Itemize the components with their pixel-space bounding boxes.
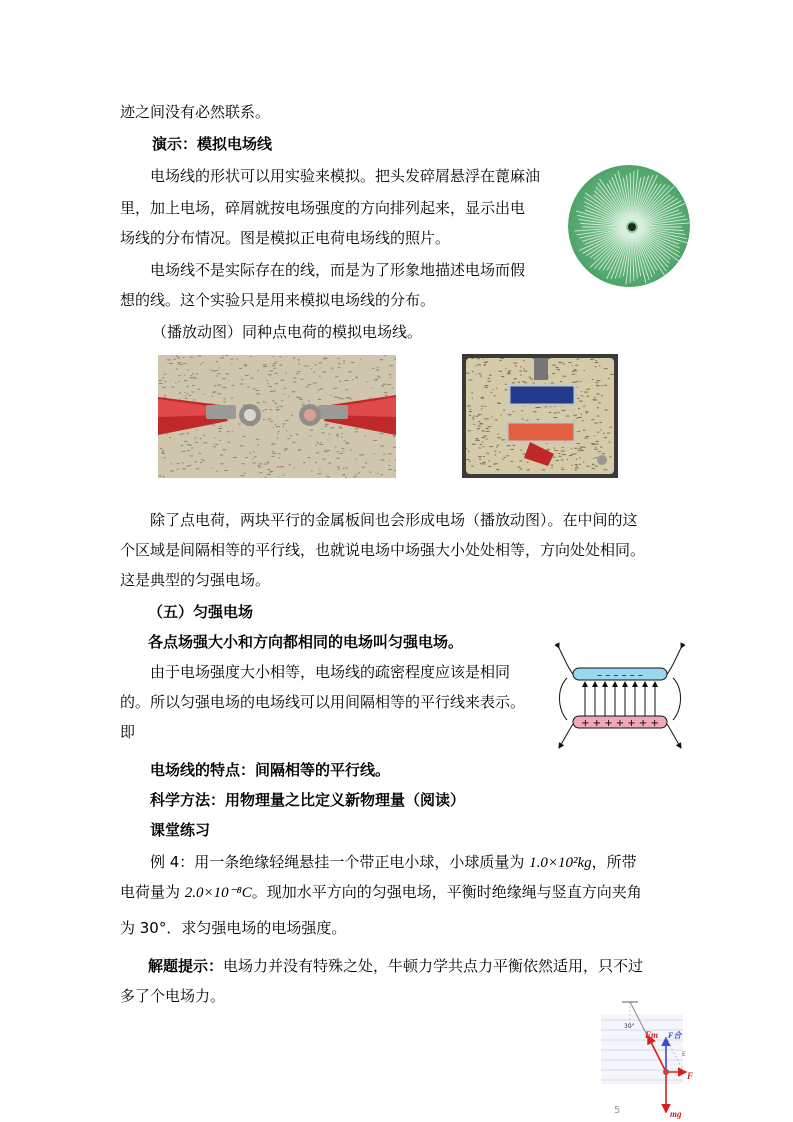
feature-text: 电场线的特点：间隔相等的平行线。	[150, 761, 391, 779]
minus-signs: – – – – – –	[597, 670, 643, 681]
text-line: 场线的分布情况。图是模拟正电荷电场线的照片。	[120, 229, 451, 247]
definition-text: 各点场强大小和方向都相同的电场叫匀强电场。	[148, 633, 464, 651]
example-line	[120, 882, 642, 903]
angle-label: 30°	[624, 1023, 635, 1030]
text-line: 迹之间没有必然联系。	[120, 103, 271, 121]
text-line: 由于电场强度大小相等，电场线的疏密程度应该是相同	[150, 663, 511, 681]
text-line: 的。所以匀强电场的电场线可以用间隔相等的平行线来表示。	[120, 693, 526, 711]
hint-label: 解题提示：	[148, 957, 224, 975]
two-charges-photo	[158, 355, 396, 478]
practice-heading: 课堂练习	[150, 821, 211, 839]
force-diagram	[598, 1000, 693, 1122]
text-line: 电场线的形状可以用实验来模拟。把头发碎屑悬浮在蓖麻油	[150, 167, 541, 185]
uniform-field-diagram	[555, 640, 685, 755]
field-line-photo	[568, 165, 690, 287]
charge-value: 2.0×10⁻⁸C	[184, 885, 252, 901]
weight-label: mg	[670, 1109, 682, 1119]
example-text: 电荷量为	[120, 883, 185, 901]
text-line: 这是典型的匀强电场。	[120, 571, 271, 589]
text-line: 里，加上电场，碎屑就按电场强度的方向排列起来，显示出电	[120, 199, 526, 217]
plus-signs: + + + + + + +	[581, 718, 659, 729]
text-line: （播放动图）同种点电荷的模拟电场线。	[152, 323, 423, 341]
text-line: 除了点电荷，两块平行的金属板间也会形成电场（播放动图）。在中间的这	[150, 511, 638, 529]
text-line: 多了个电场力。	[120, 987, 226, 1005]
field-label: E	[682, 1051, 686, 1058]
example-line: 为 30°．求匀强电场的电场强度。	[120, 919, 347, 937]
example-text: ，所带	[591, 853, 637, 871]
example-text: 例 4：用一条绝缘轻绳悬挂一个带正电小球，小球质量为	[150, 853, 530, 871]
text-line: 个区域是间隔相等的平行线，也就说电场中场强大小处处相等，方向处处相同。	[120, 541, 646, 559]
mass-value: 1.0×10²kg	[529, 855, 592, 871]
section-heading: （五）匀强电场	[148, 603, 254, 621]
tension-label: Fт	[645, 1030, 659, 1040]
hint-text: 电场力并没有特殊之处，牛顿力学共点力平衡依然适用，只不过	[223, 957, 644, 975]
hint-line	[148, 956, 643, 976]
demo-heading: 演示：模拟电场线	[152, 135, 273, 153]
page-number: 5	[614, 1105, 621, 1116]
force-label: F	[687, 1071, 693, 1081]
parallel-plates-photo	[462, 354, 618, 478]
text-line: 即	[120, 723, 136, 741]
text-line: 电场线不是实际存在的线，而是为了形象地描述电场而假	[150, 261, 526, 279]
example-text: 。现加水平方向的匀强电场，平衡时绝缘绳与竖直方向夹角	[251, 883, 642, 901]
text-line: 想的线。这个实验只是用来模拟电场线的分布。	[120, 291, 436, 309]
method-text: 科学方法：用物理量之比定义新物理量（阅读）	[150, 791, 466, 809]
example-line	[150, 852, 637, 873]
resultant-label: F合	[668, 1031, 682, 1040]
